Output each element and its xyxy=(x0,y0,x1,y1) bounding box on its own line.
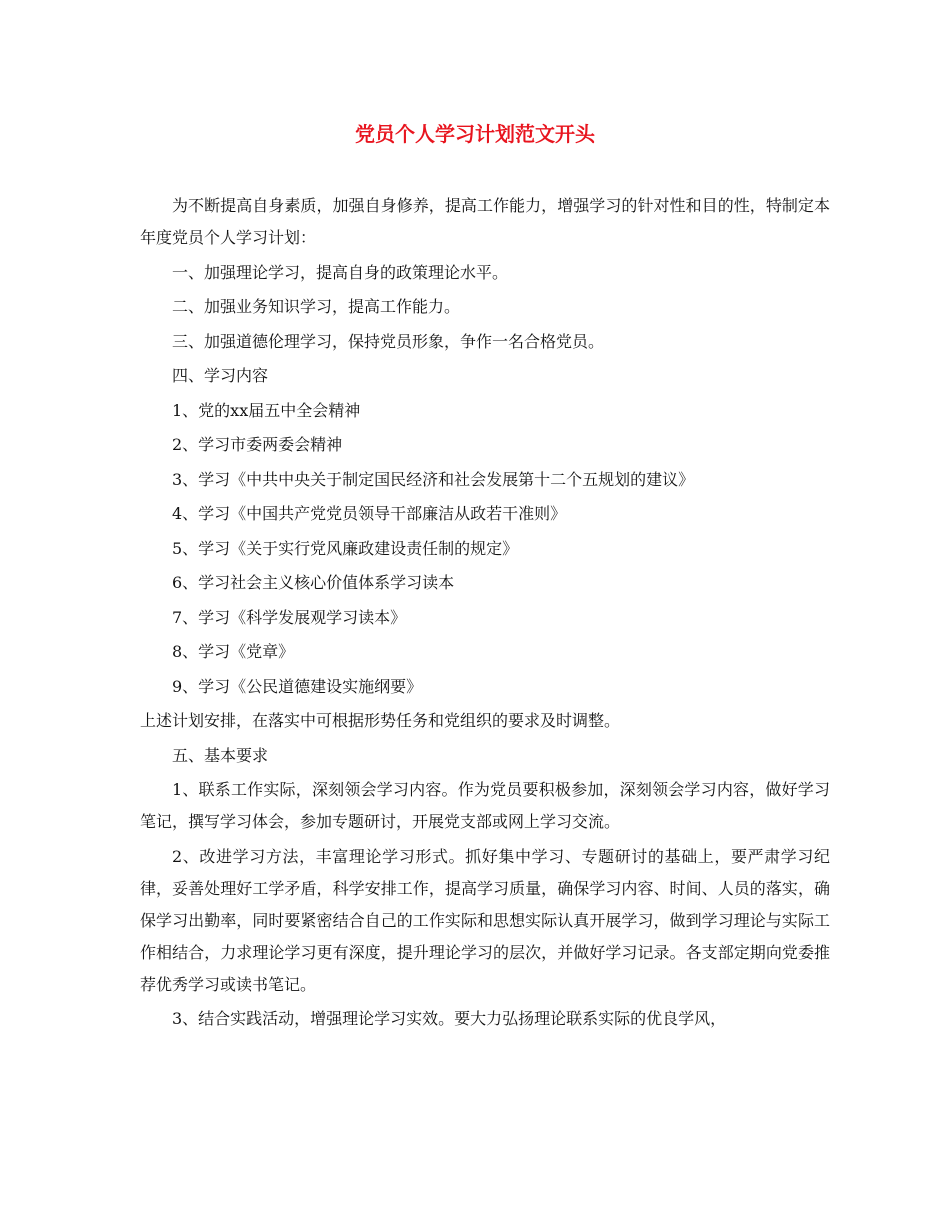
paragraph: 5、学习《关于实行党风廉政建设责任制的规定》 xyxy=(172,538,519,558)
paragraph: 6、学习社会主义核心价值体系学习读本 xyxy=(172,573,455,592)
paragraph: 3、结合实践活动，增强理论学习实效。要大力弘扬理论联系实际的优良学风， xyxy=(172,1009,727,1028)
paragraph: 2、改进学习方法，丰富理论学习形式。抓好集中学习、专题研讨的基础上，要严肃学习纪律，妥善处理好工学矛盾，科学安排工作，提高学习质量，确保学习内容、时间、人员的落实，确保学习出勤率，同时要紧密结合自己的工作实际和思想实际认真开展学习，做到学习理论与实际工作相结合，力求理论学习更有深度，提升理论学习的层次，并做好学习记录。各支部定期向党委推荐优秀学习或读书笔记。 xyxy=(140,846,830,994)
paragraph: 1、党的xx届五中全会精神 xyxy=(172,400,361,420)
paragraph: 1、联系工作实际，深刻领会学习内容。作为党员要积极参加，深刻领会学习内容，做好学习笔记，撰写学习体会，参加专题研讨，开展党支部或网上学习交流。 xyxy=(140,780,830,831)
paragraph: 上述计划安排，在落实中可根据形势任务和党组织的要求及时调整。 xyxy=(140,711,621,730)
paragraph: 4、学习《中国共产党党员领导干部廉洁从政若干准则》 xyxy=(172,504,567,523)
paragraph: 四、学习内容 xyxy=(172,366,269,385)
paragraph: 8、学习《党章》 xyxy=(172,642,295,661)
paragraph: 3、学习《中共中央关于制定国民经济和社会发展第十二个五规划的建议》 xyxy=(172,469,695,489)
paragraph: 2、学习市委两委会精神 xyxy=(172,435,343,454)
paragraph: 二、加强业务知识学习，提高工作能力。 xyxy=(172,297,461,316)
paragraph: 一、加强理论学习，提高自身的政策理论水平。 xyxy=(172,262,509,282)
paragraph: 三、加强道德伦理学习，保持党员形象，争作一名合格党员。 xyxy=(172,331,605,351)
paragraph: 7、学习《科学发展观学习读本》 xyxy=(172,607,407,627)
paragraph: 五、基本要求 xyxy=(172,745,269,765)
document-body xyxy=(140,190,830,1038)
paragraph: 9、学习《公民道德建设实施纲要》 xyxy=(172,676,423,696)
paragraph: 为不断提高自身素质，加强自身修养，提高工作能力，增强学习的针对性和目的性，特制定本年度党员个人学习计划： xyxy=(140,196,830,247)
document-title: 党员个人学习计划范文开头 xyxy=(355,122,595,146)
